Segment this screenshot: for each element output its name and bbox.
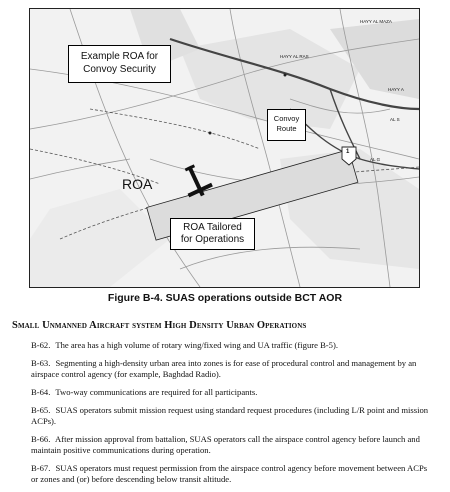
callout-line: ROA Tailored: [183, 222, 242, 233]
paragraph-text: The area has a high volume of rotary wing/fixed wing and UA traffic (figure B-5).: [55, 340, 338, 350]
paragraph-number: B-67.: [31, 463, 51, 473]
convoy-security-callout: [68, 45, 171, 83]
paragraph: [31, 358, 436, 380]
paragraph: [31, 434, 436, 456]
paragraph-number: B-66.: [31, 434, 51, 444]
map-place-label: AL S: [390, 117, 400, 122]
paragraph-text: SUAS operators submit mission request using standard request procedures (including L/R point and mission ACPs).: [31, 405, 429, 426]
callout-line: Convoy: [273, 114, 300, 123]
paragraph: [31, 405, 436, 427]
paragraph-number: B-63.: [31, 358, 51, 368]
paragraph-number: B-62.: [31, 340, 51, 350]
roa-label: ROA: [122, 176, 153, 192]
map-place-label: HAYY A: [388, 87, 404, 92]
paragraph-text: After mission approval from battalion, SUAS operators call the airspace control agency before launch and maintain positive communications during operation.: [31, 434, 420, 455]
roa-tailored-callout: [170, 218, 255, 250]
callout-line: Convoy Security: [83, 64, 156, 75]
map-place-label: HAYY AL RAS: [280, 54, 309, 59]
callout-line: for Operations: [180, 234, 245, 245]
map-place-label: AL G: [370, 157, 381, 162]
paragraph-number: B-64.: [31, 387, 51, 397]
paragraph: [31, 340, 436, 351]
paragraph: [31, 463, 436, 485]
figure-caption: Figure B-4. SUAS operations outside BCT AOR: [107, 292, 343, 304]
section-heading: Small Unmanned Aircraft system High Density Urban Operations: [12, 320, 307, 331]
convoy-route-callout: [267, 109, 306, 141]
figure-map: [29, 8, 420, 288]
map-place-label: HAYY AL MAZA: [360, 19, 392, 24]
paragraph-list: [31, 340, 436, 492]
route-shield-number: 1: [346, 149, 350, 155]
paragraph-text: Two-way communications are required for all participants.: [55, 387, 258, 397]
paragraph: [31, 387, 436, 398]
paragraph-number: B-65.: [31, 405, 51, 415]
paragraph-text: Segmenting a high-density urban area into zones is for ease of procedural control and management by an airspace control agency (for example, Baghdad Radio).: [31, 358, 417, 379]
callout-line: Route: [276, 124, 297, 133]
paragraph-text: SUAS operators must request permission from the airspace control agency before movement between ACPs or zones and (or) before descending below transit altitude.: [31, 463, 428, 484]
callout-line: Example ROA for: [80, 51, 159, 62]
